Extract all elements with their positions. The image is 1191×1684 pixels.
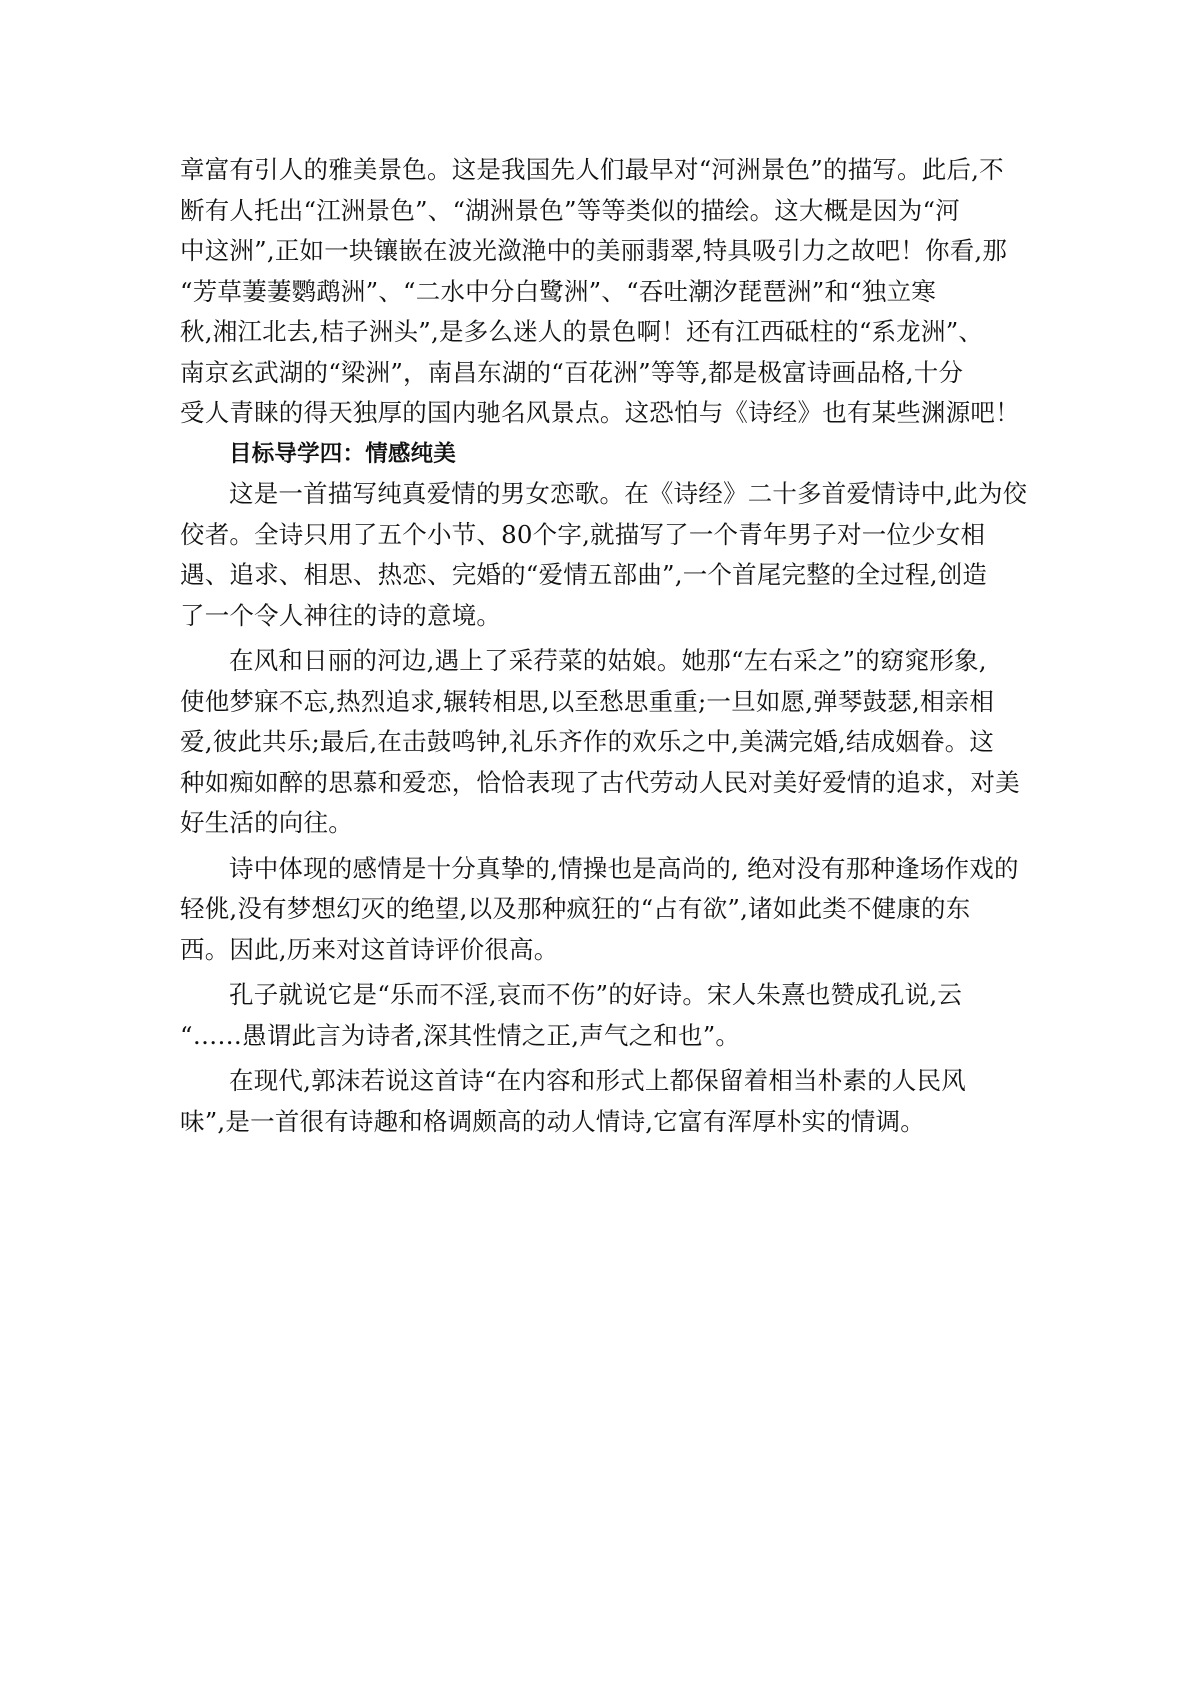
paragraph [180,474,1028,636]
text-line: 章富有引人的雅美景色。这是我国先人们最早对“河洲景色”的描写。此后,不 [180,155,1004,184]
text-line: 南京玄武湖的“梁洲”，南昌东湖的“百花洲”等等,都是极富诗画品格,十分 [180,357,964,387]
paragraph [180,641,1020,844]
text-line: 遇、追求、相思、热恋、完婚的“爱情五部曲”,一个首尾完整的全过程,创造 [180,560,988,589]
text-line: 受人青睐的得天独厚的国内驰名风景点。这恐怕与《诗经》也有某些渊源吧！ [180,398,1020,427]
text-line: 诗中体现的感情是十分真挚的,情操也是高尚的, 绝对没有那种逢场作戏的 [229,853,1019,883]
text-line: 秋,湘江北去,桔子洲头”,是多么迷人的景色啊！还有江西砥柱的“系龙洲”、 [180,317,984,346]
text-line: 这是一首描写纯真爱情的男女恋歌。在《诗经》二十多首爱情诗中,此为佼 [229,479,1028,508]
text-line: 在现代,郭沫若说这首诗“在内容和形式上都保留着相当朴素的人民风 [229,1066,967,1095]
paragraph [180,1061,1020,1142]
paragraph [180,849,1020,971]
text-line: 西。因此,历来对这首诗评价很高。 [180,934,559,964]
text-line: “芳草萋萋鹦鹉洲”、“二水中分白鹭洲”、“吞吐潮汐琵琶洲”和“独立寒 [180,276,936,306]
paragraph [180,975,1020,1056]
paragraph [180,150,1020,434]
text-line: 味”,是一首很有诗趣和格调颇高的动人情诗,它富有浑厚朴实的情调。 [180,1106,925,1136]
text-line: 轻佻,没有梦想幻灭的绝望,以及那种疯狂的“占有欲”,诸如此类不健康的东 [180,894,971,923]
text-line: “……愚谓此言为诗者,深其性情之正,声气之和也”。 [180,1020,741,1050]
text-line: 了一个令人神往的诗的意境。 [180,600,502,630]
text-line: 在风和日丽的河边,遇上了采荇菜的姑娘。她那“左右采之”的窈窕形象, [229,646,987,675]
text-line: 爱,彼此共乐;最后,在击鼓鸣钟,礼乐齐作的欢乐之中,美满完婚,结成姻眷。这 [180,727,995,756]
text-line: 好生活的向往。 [180,808,353,837]
text-line: 中这洲”,正如一块镶嵌在波光潋滟中的美丽翡翠,特具吸引力之故吧！你看,那 [180,236,1008,265]
heading-text: 目标导学四：情感纯美 [229,440,457,467]
document-page [180,150,1028,1142]
text-line: 使他梦寐不忘,热烈追求,辗转相思,以至愁思重重;一旦如愿,弹琴鼓瑟,相亲相 [180,686,995,716]
text-line: 孔子就说它是“乐而不淫,哀而不伤”的好诗。宋人朱熹也赞成孔说,云 [229,980,963,1009]
text-line: 断有人托出“江洲景色”、“湖洲景色”等等类似的描绘。这大概是因为“河 [180,195,960,225]
text-line: 种如痴如醉的思慕和爱恋，恰恰表现了古代劳动人民对美好爱情的追求，对美 [180,767,1020,797]
text-line: 佼者。全诗只用了五个小节、80个字,就描写了一个青年男子对一位少女相 [180,519,986,549]
section-heading [180,434,1020,475]
